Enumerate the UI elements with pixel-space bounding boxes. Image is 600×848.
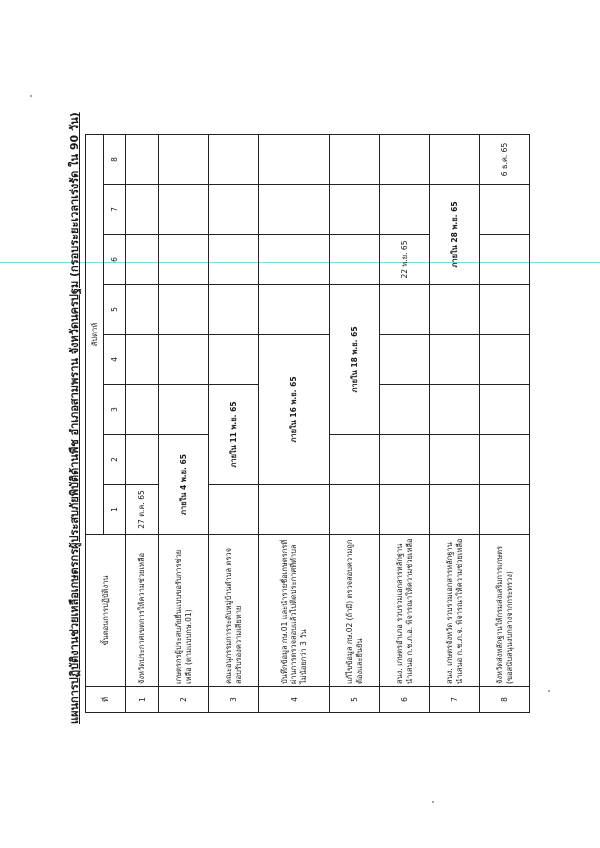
rotated-document-page [65, 112, 535, 724]
row-schedule: 27 ต.ค. 65 [126, 485, 159, 535]
header-week: 8 [104, 135, 126, 185]
scan-speck [432, 801, 434, 803]
row-number: 8 [480, 687, 530, 713]
row-step: คณะอนุกรรมการระดับหมู่บ้านตำบล ตรวจสอบรับรองความเสียหาย [209, 535, 259, 687]
row-number: 6 [380, 687, 430, 713]
table-row [430, 135, 480, 713]
header-week: 3 [104, 385, 126, 435]
document-title: แผนการปฏิบัติงานช่วยเหลือเกษตรกรผู้ประสบภัยพิบัติด้านพืช อำเภอสามพราน จังหวัดนครปฐม (กรอบระยะเวลาเร่งรัด ใน 90 วัน) [68, 112, 81, 724]
table-row [380, 135, 430, 713]
row-number: 5 [330, 687, 380, 713]
row-number: 3 [209, 687, 259, 713]
row-step: เกษตรกรผู้ประสบภัยยื่นแบบขอรับการช่วยเหลือ (ตามแบบกษ.01) [159, 535, 209, 687]
header-step: ขั้นตอนการปฏิบัติงาน [86, 535, 126, 687]
row-step: สนง. เกษตรจังหวัด รวบรวมเอกสารหลักฐานนำเสนอ ก.ช.ภ.จ. พิจารณาให้ความช่วยเหลือ [430, 535, 480, 687]
table-row [209, 135, 259, 713]
row-schedule: ภายใน 4 พ.ย. 65 [178, 454, 188, 515]
row-schedule: ภายใน 16 พ.ย. 65 [289, 376, 299, 443]
row-step: แก้ไขข้อมูล กษ.02 (ถ้ามี) ตรวจสอบความถูกต้องและยืนยัน [330, 535, 380, 687]
header-no: ที่ [86, 687, 126, 713]
header-week: 5 [104, 285, 126, 335]
row-number: 1 [126, 687, 159, 713]
row-number: 7 [430, 687, 480, 713]
row-schedule: ภายใน 18 พ.ย. 65 [349, 326, 359, 393]
row-schedule: 22 พ.ย. 65 [380, 235, 430, 285]
row-step: จังหวัดประกาศเขตการให้ความช่วยเหลือ [126, 535, 159, 687]
row-number: 2 [159, 687, 209, 713]
table-row [159, 135, 209, 713]
row-schedule: ภายใน 28 พ.ย. 65 [449, 201, 459, 268]
header-week: 2 [104, 435, 126, 485]
row-schedule: 6 ธ.ค. 65 [480, 135, 530, 185]
row-step: บันทึกข้อมูล กษ.01 และนำรายชื่อเกษตรกรที่ผ่านการตรวจสอบแล้วไปติดประกาศที่ตำบลไม่น้อยกว่า 3 วัน [259, 535, 330, 687]
header-week: 7 [104, 185, 126, 235]
header-week: 1 [104, 485, 126, 535]
table-row [259, 135, 330, 713]
header-week: 4 [104, 335, 126, 385]
row-schedule: ภายใน 11 พ.ย. 65 [228, 401, 238, 468]
work-plan-table [85, 134, 530, 713]
row-number: 4 [259, 687, 330, 713]
row-step: จังหวัดส่งหลักฐานให้กรมส่งเสริมการเกษตร (ขอสนับสนุนงบกลางจากกระทรวง) [480, 535, 530, 687]
table-row [480, 135, 530, 713]
table-row [126, 135, 159, 713]
header-week-group: สัปดาห์ [86, 135, 104, 535]
table-row [330, 135, 380, 713]
row-step: สนง. เกษตรอำเภอ รวบรวมเอกสารหลักฐานนำเสนอ ก.ช.ภ.อ. พิจารณาให้ความช่วยเหลือ [380, 535, 430, 687]
scan-speck [30, 95, 32, 97]
header-week: 6 [104, 235, 126, 285]
scan-speck [548, 690, 550, 692]
